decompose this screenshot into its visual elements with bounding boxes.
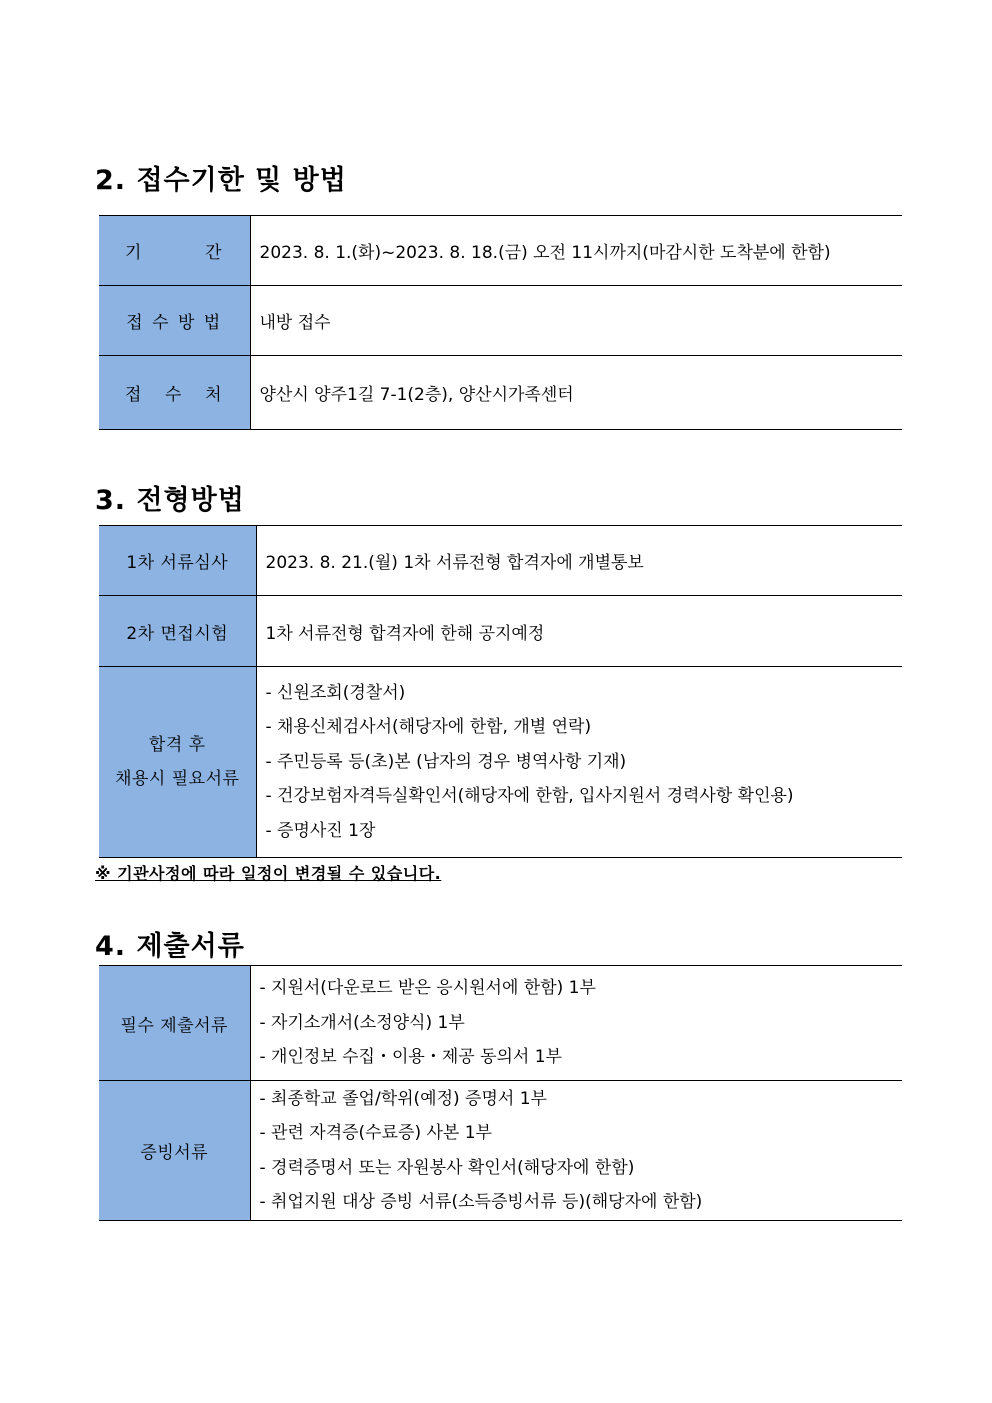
table-row (99, 356, 902, 430)
label-char: 수 (165, 385, 184, 405)
place-label (99, 356, 250, 430)
table-row (99, 966, 902, 1081)
document-screening-label: 1차 서류심사 (99, 526, 256, 596)
table-row (99, 216, 902, 286)
submission-table (99, 965, 902, 1221)
list-item: - 채용신체검사서(해당자에 한함, 개별 연락) (265, 717, 592, 738)
list-item: - 건강보험자격득실확인서(해당자에 한함, 입사지원서 경력사항 확인용) (265, 786, 794, 807)
period-value: 2023. 8. 1.(화)~2023. 8. 18.(금) 오전 11시까지(마감시한 도착분에 한함) (259, 243, 831, 263)
list-item: - 지원서(다운로드 받은 응시원서에 한함) 1부 (259, 978, 596, 999)
interview-label: 2차 면접시험 (99, 596, 256, 667)
label-line: 채용시 필요서류 (115, 769, 240, 789)
table-row (99, 667, 902, 858)
list-item: - 관련 자격증(수료증) 사본 1부 (259, 1123, 492, 1143)
list-item: - 최종학교 졸업/학위(예정) 증명서 1부 (259, 1088, 547, 1109)
mandatory-docs-list (250, 966, 902, 1081)
list-item: - 경력증명서 또는 자원봉사 확인서(해당자에 한함) (259, 1157, 635, 1178)
period-label (99, 216, 250, 286)
required-docs-list (256, 667, 902, 858)
table-row (99, 1081, 902, 1221)
evidence-docs-list (250, 1081, 902, 1221)
method-value: 내방 접수 (259, 313, 331, 333)
label-char: 간 (205, 243, 224, 263)
table-row (99, 596, 902, 667)
list-item: - 신원조회(경찰서) (265, 682, 406, 703)
section-2-title: 2. 접수기한 및 방법 (95, 165, 347, 196)
list-item: - 주민등록 등(초)본 (남자의 경우 병역사항 기재) (265, 751, 627, 772)
schedule-change-note: ※ 기관사정에 따라 일정이 변경될 수 있습니다. (95, 864, 442, 883)
deadline-table (99, 215, 902, 430)
interview-value: 1차 서류전형 합격자에 한해 공지예정 (265, 623, 545, 644)
required-docs-label (99, 667, 256, 858)
selection-table (99, 525, 902, 858)
list-item: - 개인정보 수집・이용・제공 동의서 1부 (259, 1047, 562, 1068)
place-value: 양산시 양주1길 7-1(2층), 양산시가족센터 (259, 385, 574, 405)
label-char: 기 (125, 243, 144, 263)
section-4-title: 4. 제출서류 (95, 931, 245, 962)
label-line: 합격 후 (148, 735, 206, 755)
list-item: - 자기소개서(소정양식) 1부 (259, 1012, 465, 1033)
document-screening-value: 2023. 8. 21.(월) 1차 서류전형 합격자에 개별통보 (265, 553, 644, 573)
method-label: 접 수 방 법 (99, 286, 250, 356)
evidence-docs-label: 증빙서류 (99, 1081, 250, 1221)
label-char: 접 (125, 385, 144, 405)
mandatory-docs-label: 필수 제출서류 (99, 966, 250, 1081)
list-item: - 취업지원 대상 증빙 서류(소득증빙서류 등)(해당자에 한함) (259, 1192, 703, 1212)
table-row (99, 526, 902, 596)
table-row (99, 286, 902, 356)
label-char: 처 (205, 385, 224, 405)
section-3-title: 3. 전형방법 (95, 485, 245, 516)
list-item: - 증명사진 1장 (265, 820, 376, 841)
